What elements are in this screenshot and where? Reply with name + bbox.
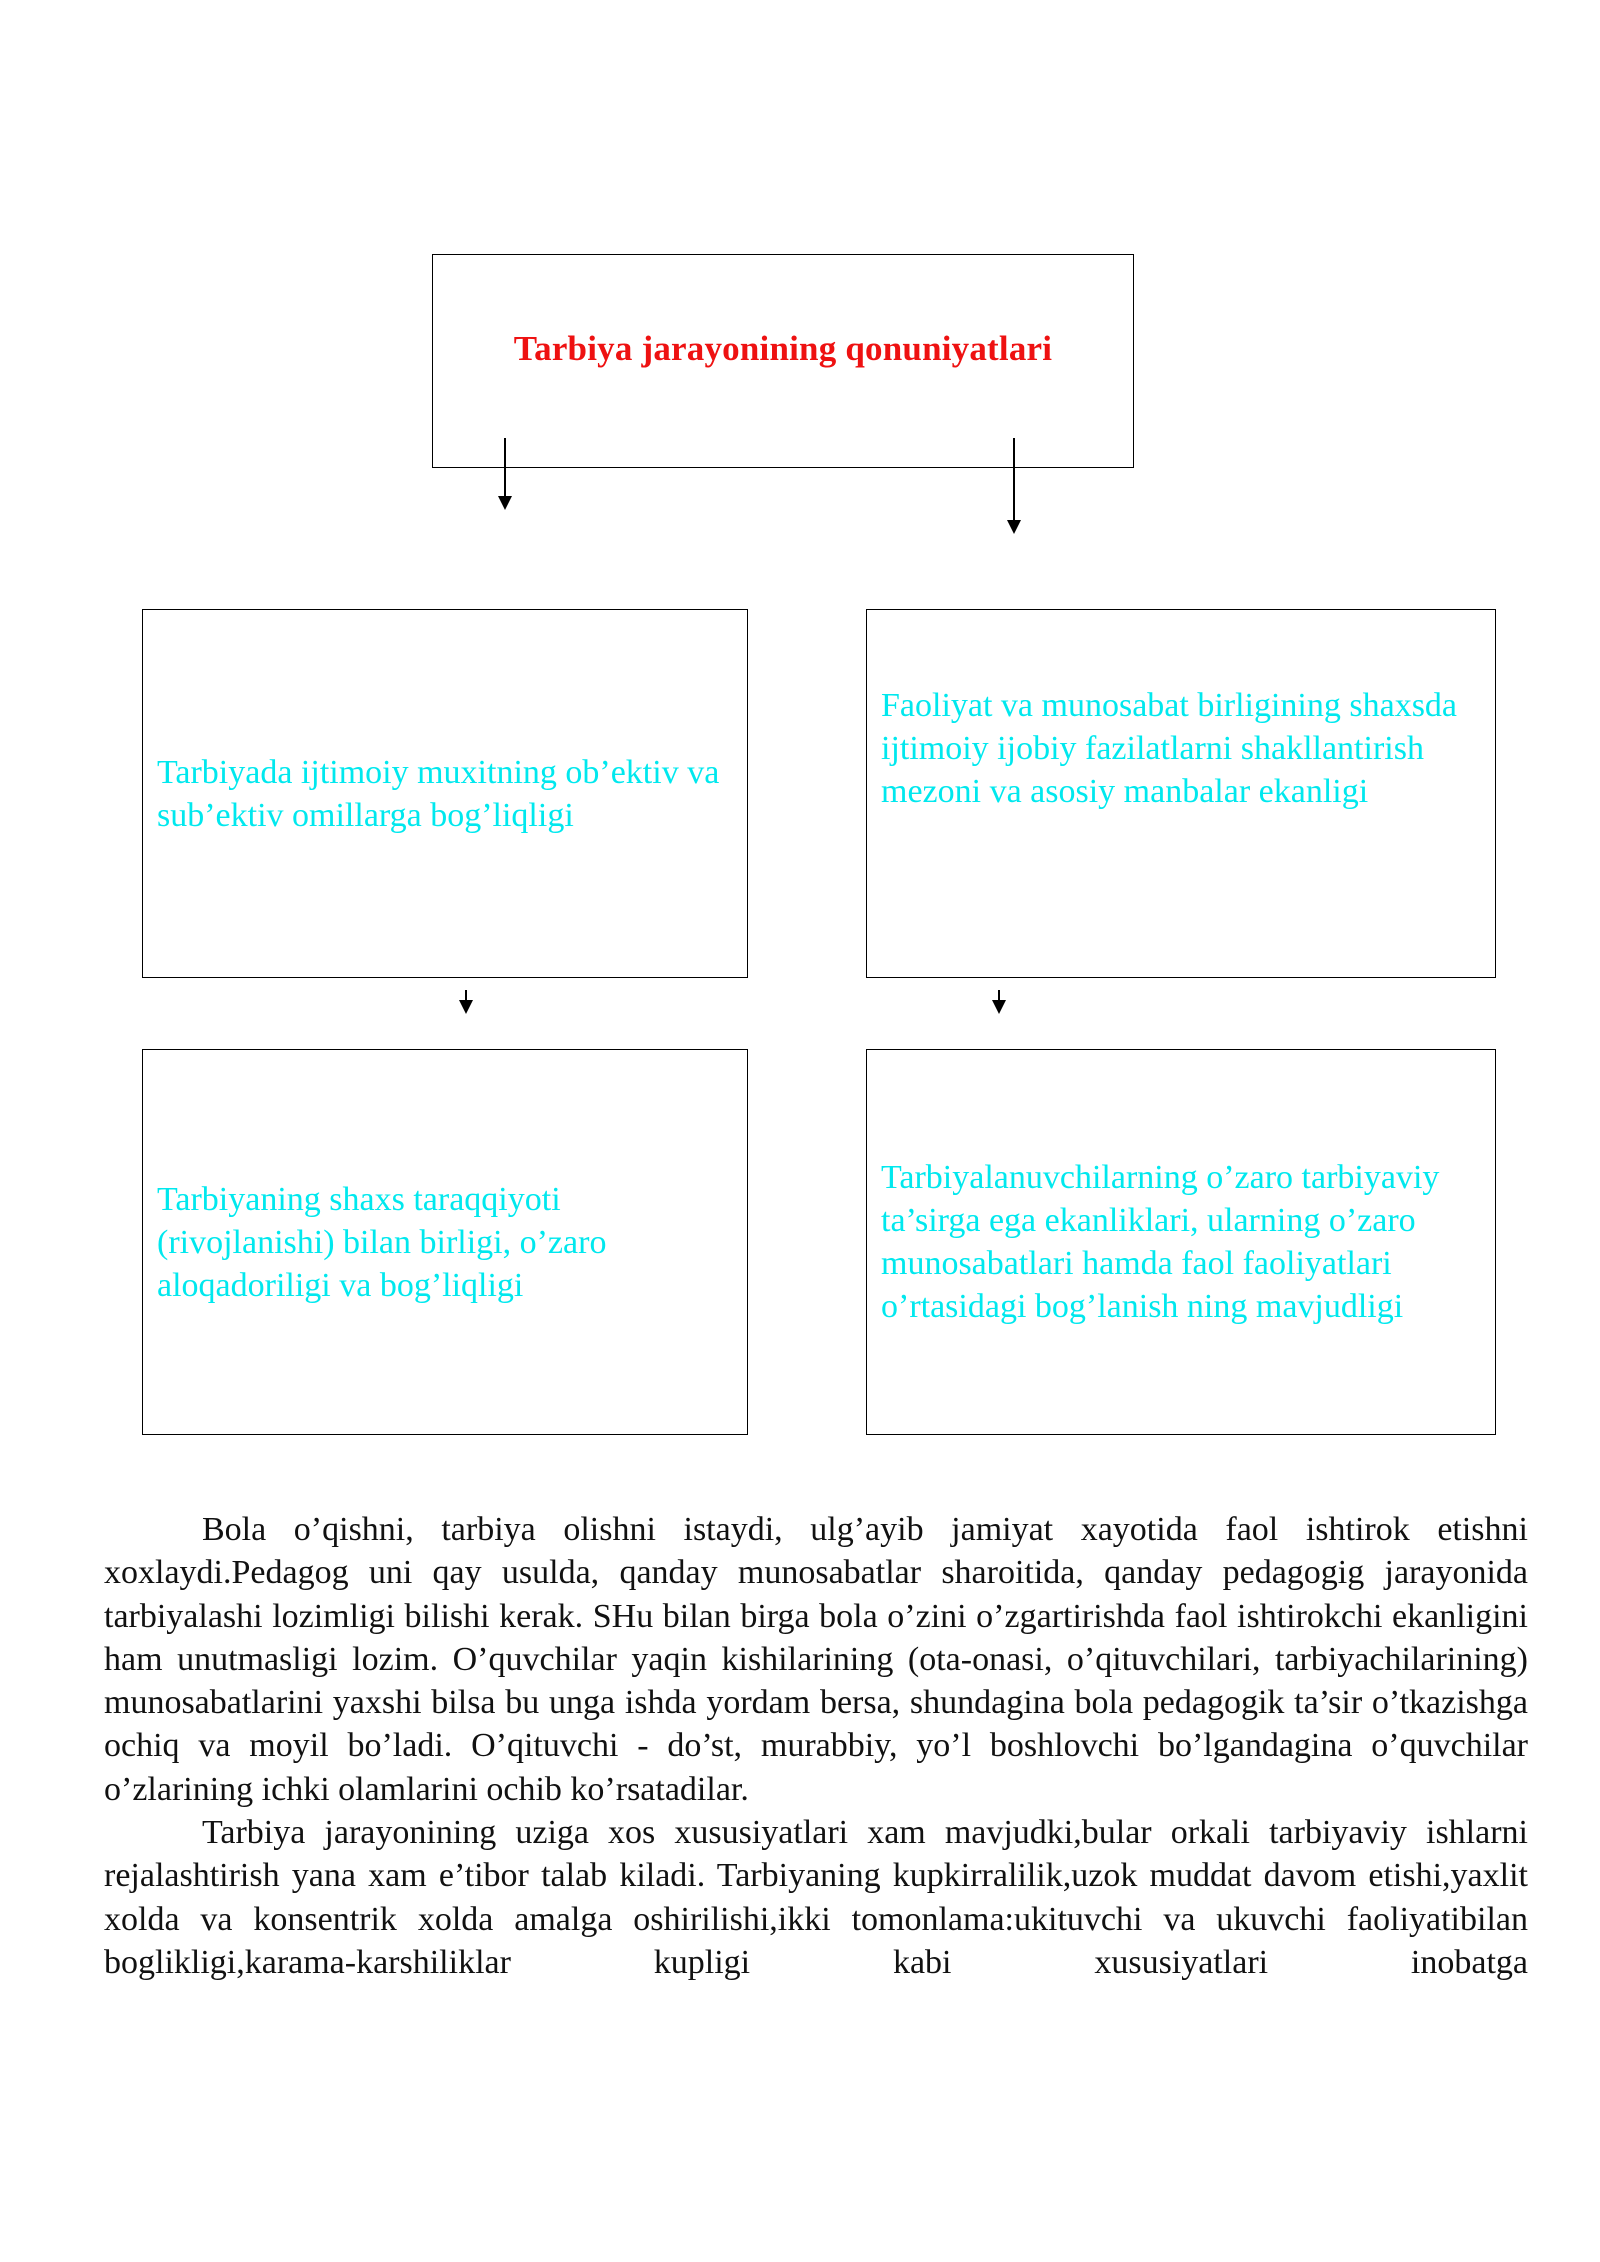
body-text: [104, 1508, 1528, 1984]
arrow-down-icon: [1007, 438, 1021, 534]
diagram-box-activity-relations: [866, 609, 1496, 978]
diagram-title: Tarbiya jarayonining qonuniyatlari: [513, 329, 1053, 368]
arrow-down-icon: [498, 438, 512, 510]
diagram-box-text: Tarbiyada ijtimoiy muxitning ob’ektiv va sub’ektiv omillarga bog’liqligi: [157, 753, 720, 834]
diagram-root-box: [432, 254, 1134, 468]
diagram-box-mutual-influence: [866, 1049, 1496, 1435]
diagram-box-personal-development: [142, 1049, 748, 1435]
arrow-down-icon: [992, 990, 1006, 1014]
diagram-box-text: Faoliyat va munosabat birligining shaxsda ijtimoiy ijobiy fazilatlarni shakllantirish mezoni va asosiy manbalar ekanligi: [881, 687, 1458, 810]
diagram-box-social-environment: [142, 609, 748, 978]
body-paragraph: Tarbiya jarayonining uziga xos xususiyatlari xam mavjudki,bular orkali tarbiyaviy ishlarni rejalashtirish yana xam e’tibor talab kiladi. Tarbiyaning kupkirralilik,uzok muddat davom etishi,yaxlit xolda va konsentrik xolda amalga oshirilishi,ikki tomonlama:ukituvchi va ukuvchi faoliyatibilan boglikligi,karama-karshiliklar kupligi kabi xususiyatlari inobatga: [104, 1814, 1528, 1981]
body-paragraph: Bola o’qishni, tarbiya olishni istaydi, ulg’ayib jamiyat xayotida faol ishtirok etishni xoxlaydi.Pedagog uni qay usulda, qanday munosabatlar sharoitida, qanday pedagogig jarayonida tarbiyalashi lozimligi bilishi kerak. SHu bilan birga bola o’zini o’zgartirishda faol ishtirokchi ekanligini ham unutmasligi lozim. O’quvchilar yaqin kishilarining (ota-onasi, o’qituvchilari, tarbiyachilarining) munosabatlarini yaxshi bilsa bu unga ishda yordam bersa, shundagina bola pedagogik ta’sir o’tkazishga ochiq va moyil bo’ladi. O’qituvchi - do’st, murabbiy, yo’l boshlovchi bo’lgandagina o’quvchilar o’zlarining ichki olamlarini ochib ko’rsatadilar.: [104, 1511, 1528, 1808]
arrow-down-icon: [459, 990, 473, 1014]
diagram-box-text: Tarbiyaning shaxs taraqqiyoti (rivojlanishi) bilan birligi, o’zaro aloqadoriligi va bog’liqligi: [157, 1180, 607, 1304]
diagram-box-text: Tarbiyalanuvchilarning o’zaro tarbiyaviy ta’sirga ega ekanliklari, ularning o’zaro munosabatlari hamda faol faoliyatlari o’rtasidagi bog’lanish ning mavjudligi: [881, 1159, 1440, 1325]
